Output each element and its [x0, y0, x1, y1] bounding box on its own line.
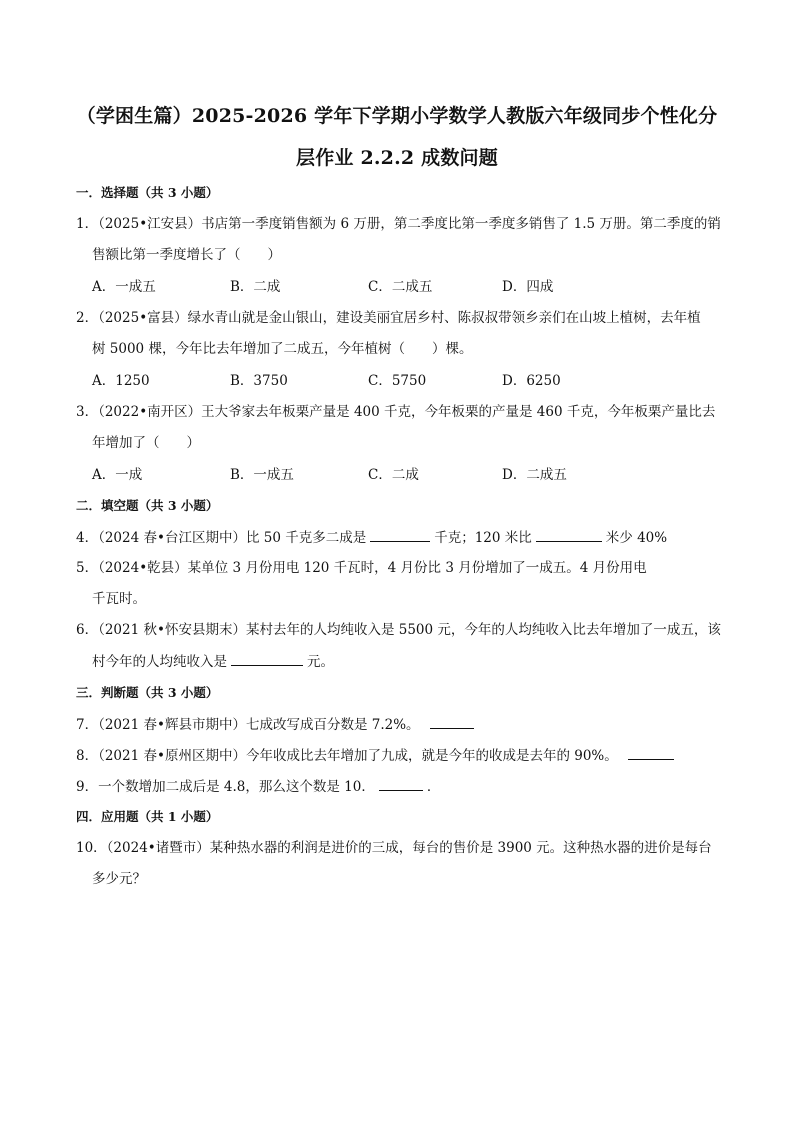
question-9-text: 9．一个数增加二成后是 4.8，那么这个数是 10．: [76, 779, 375, 795]
question-3-option-c: C．二成: [368, 467, 419, 483]
section-fill-heading: 二．填空题（共 3 小题）: [76, 498, 219, 513]
question-4: [76, 528, 726, 547]
question-2-option-b: B．3750: [230, 373, 288, 389]
question-3-option-d: D．二成五: [502, 467, 567, 483]
question-1-line1: 1．（2025•江安县）书店第一季度销售额为 6 万册，第二季度比第一季度多销售了 1.5 万册。第二季度的销: [76, 216, 721, 232]
question-4-blank-1[interactable]: [370, 528, 430, 542]
section-application-heading: 四．应用题（共 1 小题）: [76, 809, 219, 824]
question-1-option-d: D．四成: [502, 279, 554, 295]
question-2-option-c: C．5750: [368, 373, 427, 389]
section-choice-heading: 一．选择题（共 3 小题）: [76, 185, 219, 200]
question-9-blank[interactable]: [379, 777, 423, 791]
question-6-line2: [92, 652, 334, 671]
question-6-blank[interactable]: [231, 652, 303, 666]
question-2-line2: 树 5000 棵，今年比去年增加了二成五，今年植树（ ）棵。: [92, 341, 473, 357]
question-4-text-a: 4．（2024 春•台江区期中）比 50 千克多二成是: [76, 530, 367, 546]
section-judge-heading: 三．判断题（共 3 小题）: [76, 685, 219, 700]
question-1-option-c: C．二成五: [368, 279, 433, 295]
question-10-line1: 10．（2024•诸暨市）某种热水器的利润是进价的三成，每台的售价是 3900 元。这种热水器的进价是每台: [76, 840, 712, 856]
page-title-line1: （学困生篇）2025-2026 学年下学期小学数学人教版六年级同步个性化分: [76, 105, 718, 127]
question-1-option-a: A．一成五: [92, 279, 156, 295]
question-3-option-a: A．一成: [92, 467, 143, 483]
question-9: [76, 777, 726, 796]
question-1-line2: 售额比第一季度增长了（ ）: [92, 247, 281, 263]
question-6-line1: 6．（2021 秋•怀安县期末）某村去年的人均纯收入是 5500 元，今年的人均纯收入比去年增加了一成五，该: [76, 622, 721, 638]
question-5-line2: 千瓦时。: [92, 591, 146, 607]
question-5-line1: 5．（2024•乾县）某单位 3 月份用电 120 千瓦时，4 月份比 3 月份增加了一成五。4 月份用电: [76, 560, 647, 576]
question-1-option-b: B．二成: [230, 279, 281, 295]
question-2-option-a: A．1250: [92, 373, 150, 389]
question-3-option-b: B．一成五: [230, 467, 294, 483]
question-8: [76, 746, 726, 765]
question-2-option-d: D．6250: [502, 373, 561, 389]
question-7: [76, 715, 726, 734]
question-2-line1: 2．（2025•富县）绿水青山就是金山银山，建设美丽宜居乡村、陈叔叔带领乡亲们在山坡上植树，去年植: [76, 310, 701, 326]
question-8-text: 8．（2021 春•原州区期中）今年收成比去年增加了九成，就是今年的收成是去年的 90%。: [76, 748, 618, 764]
question-8-blank[interactable]: [628, 746, 674, 760]
question-9-end: ．: [426, 779, 441, 795]
question-6-text-a: 村今年的人均纯收入是: [92, 654, 227, 670]
question-4-blank-2[interactable]: [536, 528, 602, 542]
question-3-line1: 3．（2022•南开区）王大爷家去年板栗产量是 400 千克，今年板栗的产量是 460 千克，今年板栗产量比去: [76, 404, 716, 420]
question-7-text: 7．（2021 春•辉县市期中）七成改写成百分数是 7.2%。: [76, 717, 420, 733]
question-7-blank[interactable]: [430, 715, 474, 729]
question-4-text-c: 米少 40%: [605, 530, 668, 546]
question-10-line2: 多少元？: [92, 871, 146, 887]
question-3-line2: 年增加了（ ）: [92, 435, 200, 451]
page-title-line2: 层作业 2.2.2 成数问题: [296, 147, 498, 169]
question-6-text-b: 元。: [307, 654, 334, 670]
question-4-text-b: 千克；120 米比: [434, 530, 532, 546]
